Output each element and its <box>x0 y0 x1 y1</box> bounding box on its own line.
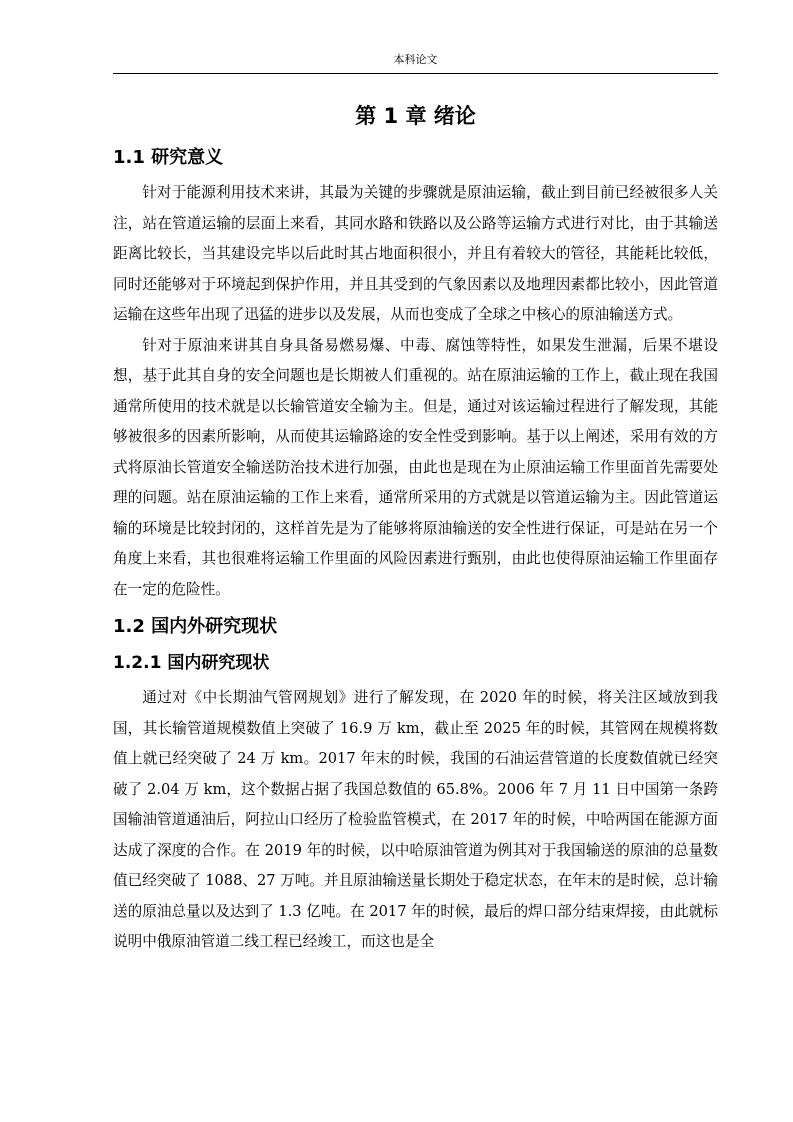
running-header: 本科论文 <box>393 53 438 66</box>
paragraph: 针对于原油来讲其自身具备易燃易爆、中毒、腐蚀等特性，如果发生泄漏，后果不堪设想，基于此其自身的安全问题也是长期被人们重视的。站在原油运输的工作上，截止现在我国通常所使用的技术就是以长输管道安全输为主。但是，通过对该运输过程进行了解发现，其能够被很多的因素所影响，从而使其运输路途的安全性受到影响。基于以上阐述，采用有效的方式将原油长管道安全输送防治技术进行加强，由此也是现在为止原油运输工作里面首先需要处理的问题。站在原油运输的工作上来看，通常所采用的方式就是以管道运输为主。因此管道运输的环境是比较封闭的，这样首先是为了能够将原油输送的安全性进行保证，可是站在另一个角度上来看，其也很难将运输工作里面的风险因素进行甄别，由此也使得原油运输工作里面存在一定的危险性。 <box>113 336 718 598</box>
paragraph: 通过对《中长期油气管网规划》进行了解发现，在 2020 年的时候，将关注区域放到我国，其长输管道规模数值上突破了 16.9 万 km，截止至 2025 年的时候，其管网在规模将数值上就已经突破了 24 万 km。2017 年末的时候，我国的石油运营管道的长度数值就已经突破了 2.04 万 km，这个数据占据了我国总数值的 65.8%。2006 年 7 月 11 日中国第一条跨国输油管道通油后，阿拉山口经历了检验监管模式，在 2017 年的时候，中哈两国在能源方面达成了深度的合作。在 2019 年的时候，以中哈原油管道为例其对于我国输送的原油的总量数值已经突破了 1088、27 万吨。并且原油输送量长期处于稳定状态，在年末的是时候，总计输送的原油总量以及达到了 1.3 亿吨。在 2017 年的时候，最后的焊口部分结束焊接，由此就标说明中俄原油管道二线工程已经竣工，而这也是全 <box>113 689 718 950</box>
subsection-heading-domestic-status: 1.2.1 国内研究现状 <box>113 653 270 673</box>
paragraph: 针对于能源利用技术来讲，其最为关键的步骤就是原油运输，截止到目前已经被很多人关注，站在管道运输的层面上来看，其同水路和铁路以及公路等运输方式进行对比，由于其输送距离比较长，当其建设完毕以后此时其占地面积很小，并且有着较大的管径，其能耗比较低，同时还能够对于环境起到保护作用，并且其受到的气象因素以及地理因素都比较小，因此管道运输在这些年出现了迅猛的进步以及发展，从而也变成了全球之中核心的原油输送方式。 <box>113 184 718 323</box>
header-rule <box>113 73 718 74</box>
page-content <box>113 96 718 958</box>
chapter-title: 第 1 章 绪论 <box>355 104 476 128</box>
section-heading-research-status: 1.2 国内外研究现状 <box>113 616 278 637</box>
section-heading-research-significance: 1.1 研究意义 <box>113 147 224 168</box>
